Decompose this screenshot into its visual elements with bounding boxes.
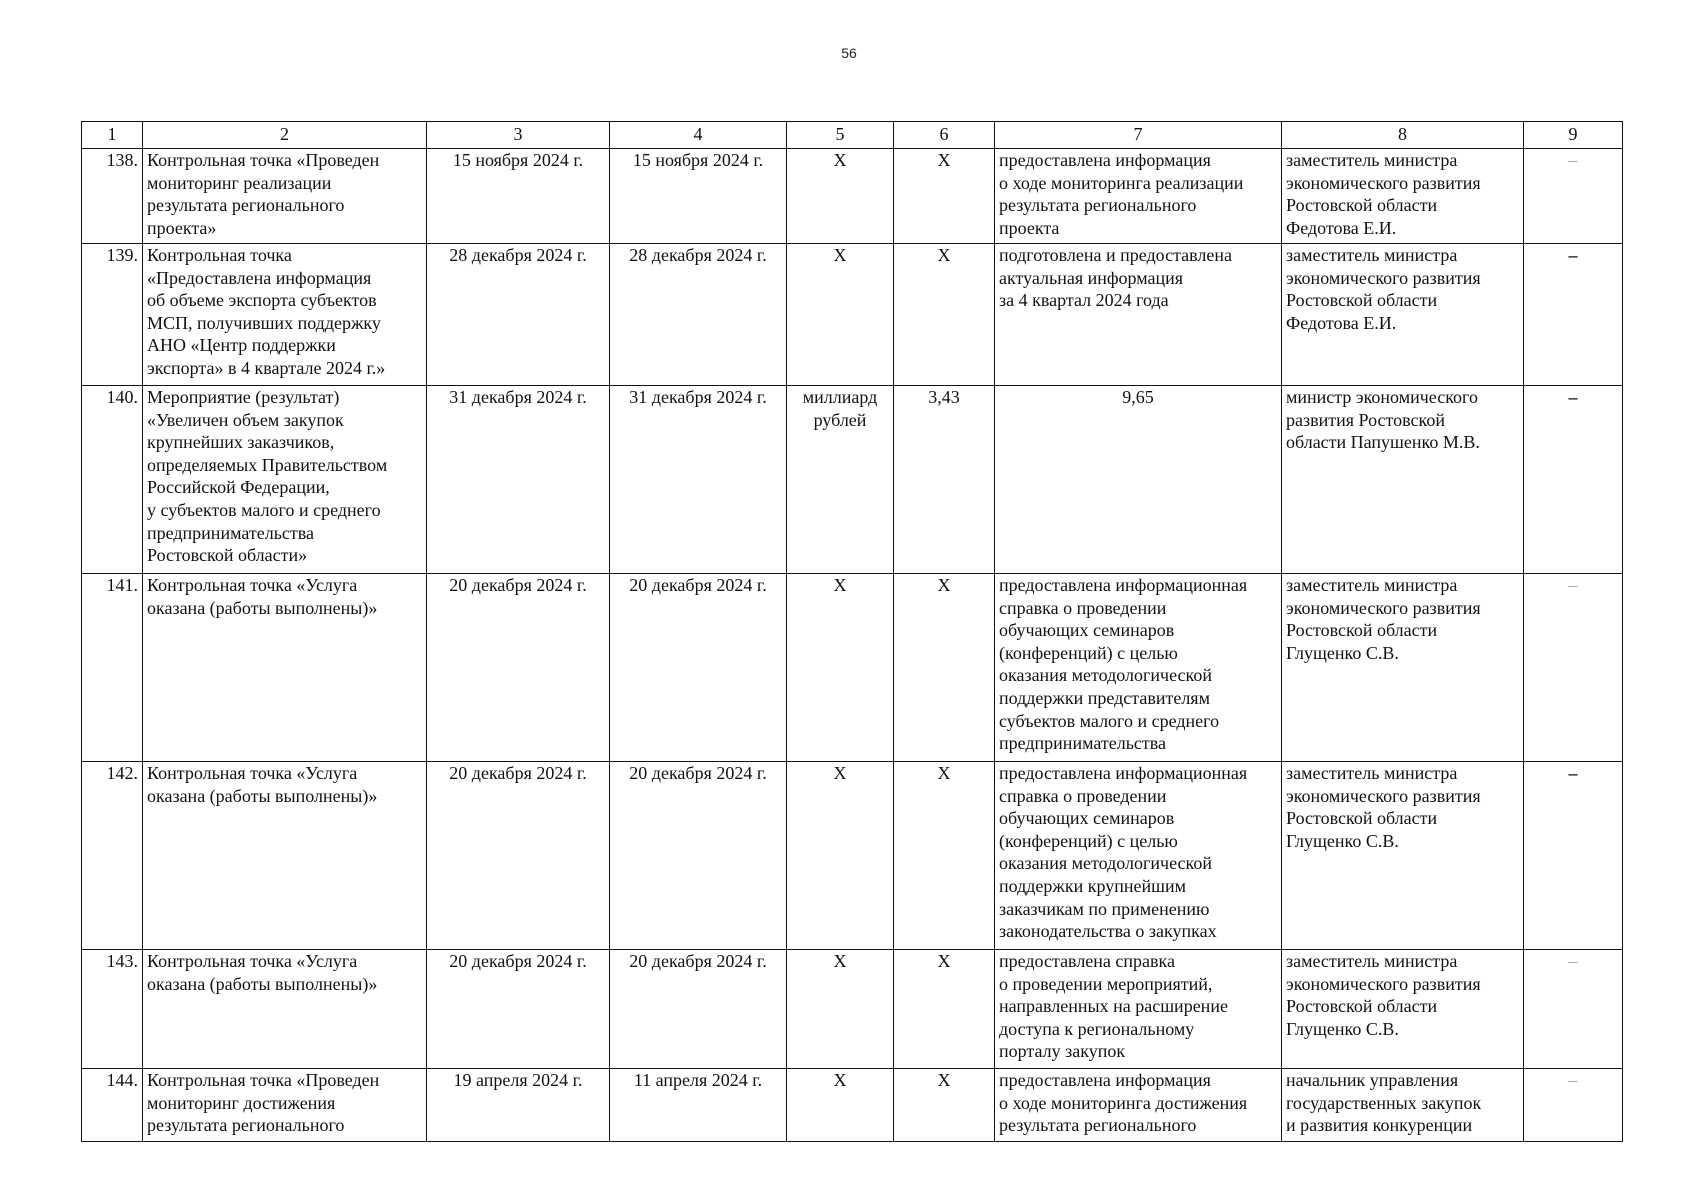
event-name: Контрольная точка «Предоставлена информация об объеме экспорта субъектов МСП, получивших поддержку АНО «Центр поддержки экспорта» в 4 квартале 2024 г.» (143, 244, 427, 386)
row-number: 144. (82, 1069, 143, 1142)
value: Х (894, 244, 995, 386)
end-date: 20 декабря 2024 г. (610, 574, 787, 762)
event-name: Контрольная точка «Проведен мониторинг достижения результата регионального (143, 1069, 427, 1142)
unit: Х (787, 762, 894, 950)
page-number: 56 (841, 45, 857, 61)
note-dash: – (1524, 149, 1623, 244)
start-date: 15 ноября 2024 г. (427, 149, 610, 244)
note-dash: – (1524, 386, 1623, 574)
value: Х (894, 762, 995, 950)
table-row (82, 244, 1623, 386)
responsible-person: министр экономического развития Ростовской области Папушенко М.В. (1282, 386, 1524, 574)
header-cell-4: 4 (610, 122, 787, 149)
event-name: Контрольная точка «Услуга оказана (работы выполнены)» (143, 950, 427, 1069)
unit: Х (787, 149, 894, 244)
row-number: 143. (82, 950, 143, 1069)
table-header-row (82, 122, 1623, 149)
event-name: Контрольная точка «Проведен мониторинг реализации результата регионального проекта» (143, 149, 427, 244)
header-cell-2: 2 (143, 122, 427, 149)
start-date: 20 декабря 2024 г. (427, 762, 610, 950)
result-value: 9,65 (995, 386, 1282, 574)
table-body (82, 122, 1623, 1142)
table-row (82, 1069, 1623, 1142)
end-date: 31 декабря 2024 г. (610, 386, 787, 574)
start-date: 19 апреля 2024 г. (427, 1069, 610, 1142)
value: Х (894, 1069, 995, 1142)
header-cell-3: 3 (427, 122, 610, 149)
start-date: 20 декабря 2024 г. (427, 950, 610, 1069)
note-dash: – (1524, 762, 1623, 950)
value: 3,43 (894, 386, 995, 574)
row-number: 142. (82, 762, 143, 950)
end-date: 15 ноября 2024 г. (610, 149, 787, 244)
row-number: 141. (82, 574, 143, 762)
row-number: 138. (82, 149, 143, 244)
unit: миллиард рублей (787, 386, 894, 574)
responsible-person: заместитель министра экономического развития Ростовской области Федотова Е.И. (1282, 149, 1524, 244)
note-dash: – (1524, 950, 1623, 1069)
result-description: предоставлена информационная справка о проведении обучающих семинаров (конференций) с целью оказания методологической поддержки крупнейшим заказчикам по применению законодательства о закупках (995, 762, 1282, 950)
table-row (82, 149, 1623, 244)
unit: Х (787, 950, 894, 1069)
start-date: 20 декабря 2024 г. (427, 574, 610, 762)
start-date: 31 декабря 2024 г. (427, 386, 610, 574)
responsible-person: заместитель министра экономического развития Ростовской области Федотова Е.И. (1282, 244, 1524, 386)
header-cell-8: 8 (1282, 122, 1524, 149)
event-name: Контрольная точка «Услуга оказана (работы выполнены)» (143, 574, 427, 762)
event-name: Мероприятие (результат) «Увеличен объем закупок крупнейших заказчиков, определяемых Правительством Российской Федерации, у субъектов малого и среднего предпринимательства Ростовской области» (143, 386, 427, 574)
header-cell-1: 1 (82, 122, 143, 149)
result-description: предоставлена информация о ходе мониторинга достижения результата регионального (995, 1069, 1282, 1142)
unit: Х (787, 244, 894, 386)
end-date: 20 декабря 2024 г. (610, 950, 787, 1069)
table-row (82, 386, 1623, 574)
header-cell-9: 9 (1524, 122, 1623, 149)
end-date: 28 декабря 2024 г. (610, 244, 787, 386)
responsible-person: начальник управления государственных закупок и развития конкуренции (1282, 1069, 1524, 1142)
value: Х (894, 149, 995, 244)
note-dash: – (1524, 574, 1623, 762)
responsible-person: заместитель министра экономического развития Ростовской области Глущенко С.В. (1282, 950, 1524, 1069)
result-description: предоставлена справка о проведении мероприятий, направленных на расширение доступа к региональному порталу закупок (995, 950, 1282, 1069)
value: Х (894, 574, 995, 762)
table-row (82, 950, 1623, 1069)
result-description: предоставлена информационная справка о проведении обучающих семинаров (конференций) с целью оказания методологической поддержки представителям субъектов малого и среднего предпринимательства (995, 574, 1282, 762)
result-description: подготовлена и предоставлена актуальная информация за 4 квартал 2024 года (995, 244, 1282, 386)
responsible-person: заместитель министра экономического развития Ростовской области Глущенко С.В. (1282, 574, 1524, 762)
value: Х (894, 950, 995, 1069)
table-row (82, 574, 1623, 762)
responsible-person: заместитель министра экономического развития Ростовской области Глущенко С.В. (1282, 762, 1524, 950)
event-name: Контрольная точка «Услуга оказана (работы выполнены)» (143, 762, 427, 950)
header-cell-6: 6 (894, 122, 995, 149)
end-date: 11 апреля 2024 г. (610, 1069, 787, 1142)
result-description: предоставлена информация о ходе мониторинга реализации результата регионального проекта (995, 149, 1282, 244)
row-number: 139. (82, 244, 143, 386)
note-dash: – (1524, 1069, 1623, 1142)
header-cell-7: 7 (995, 122, 1282, 149)
unit: Х (787, 574, 894, 762)
header-cell-5: 5 (787, 122, 894, 149)
unit: Х (787, 1069, 894, 1142)
plan-table (81, 121, 1623, 1142)
start-date: 28 декабря 2024 г. (427, 244, 610, 386)
table-row (82, 762, 1623, 950)
end-date: 20 декабря 2024 г. (610, 762, 787, 950)
note-dash: – (1524, 244, 1623, 386)
row-number: 140. (82, 386, 143, 574)
